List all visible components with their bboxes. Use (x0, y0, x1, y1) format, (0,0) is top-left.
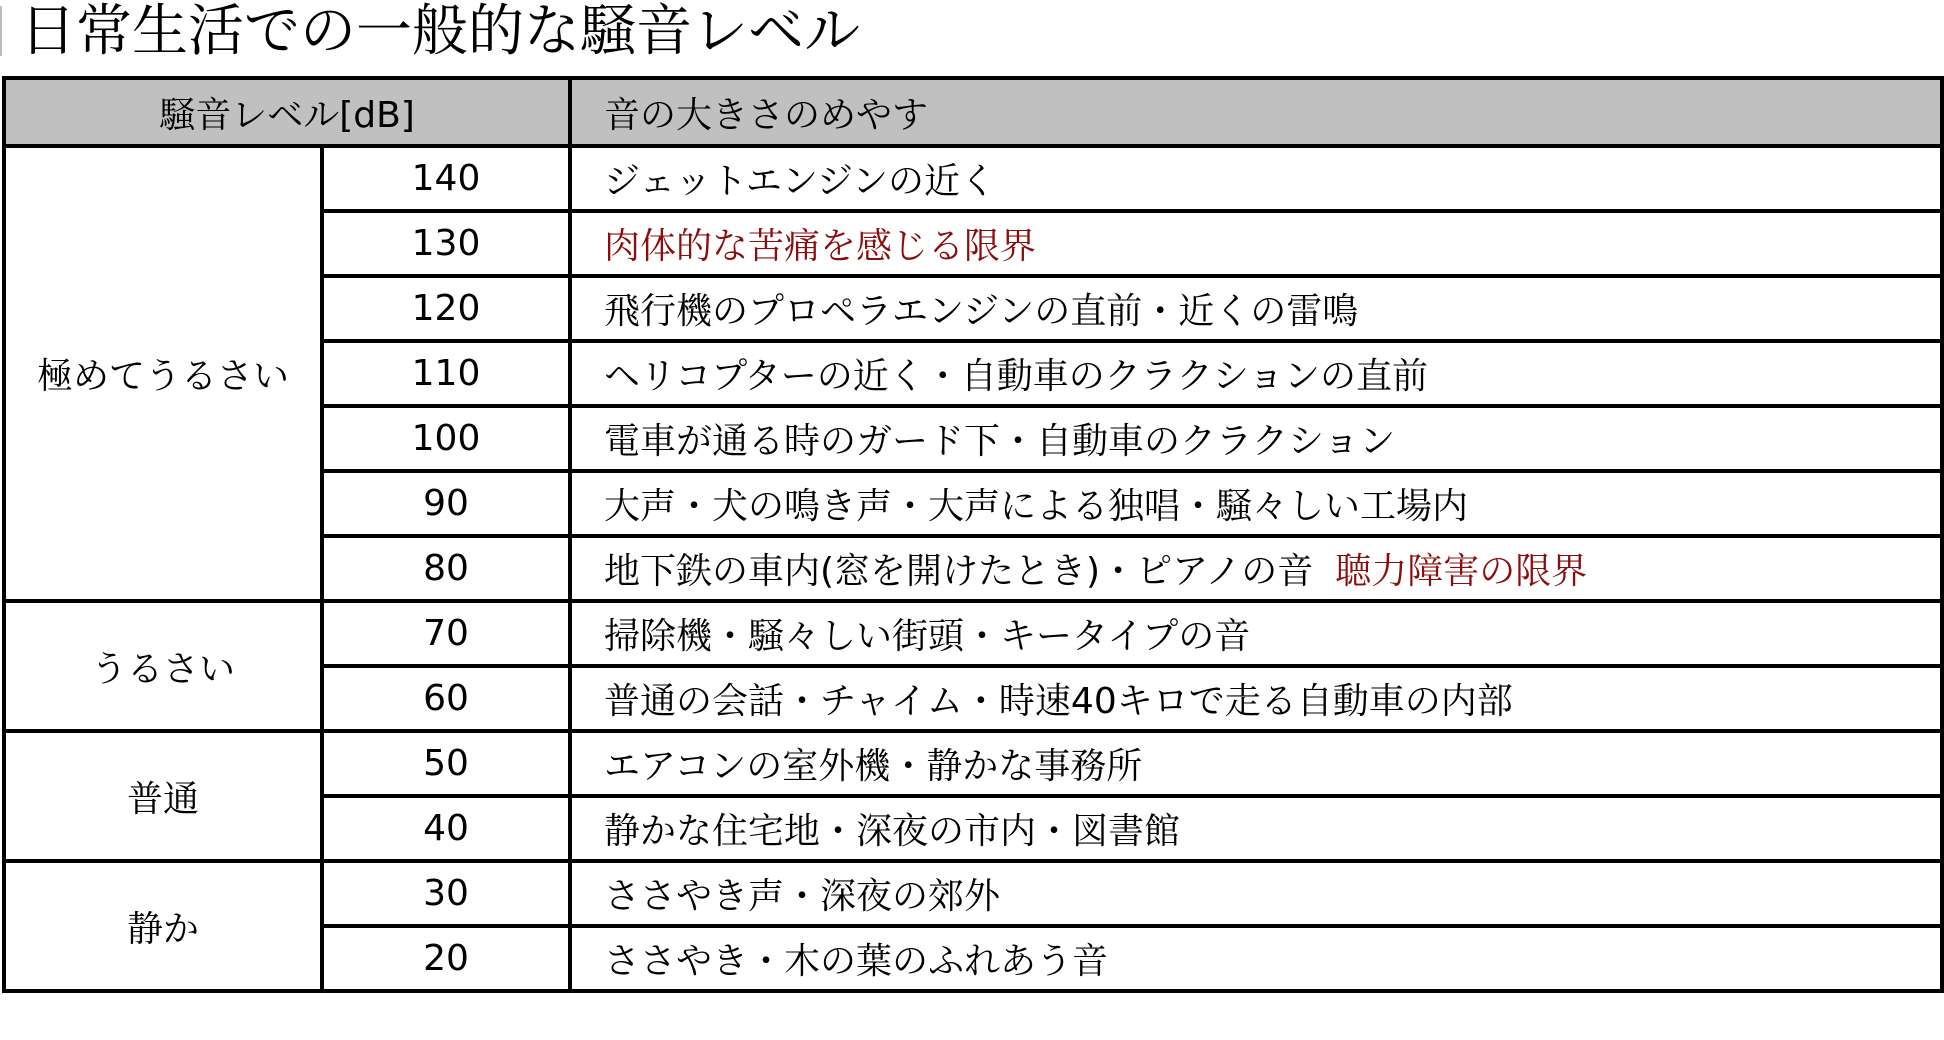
db-value: 100 (322, 406, 570, 471)
description-text: 飛行機のプロペラエンジンの直前・近くの雷鳴 (604, 291, 1359, 332)
description-text: ジェットエンジンの近く (604, 161, 997, 202)
description-text: エアコンの室外機・静かな事務所 (604, 746, 1143, 787)
table-row (4, 146, 1942, 211)
db-value: 80 (322, 536, 570, 601)
db-value: 50 (322, 731, 570, 796)
description-cell (570, 146, 1942, 211)
category-normal: 普通 (4, 731, 322, 861)
description-cell (570, 796, 1942, 861)
description-text: 掃除機・騒々しい街頭・キータイプの音 (604, 616, 1251, 657)
pain-threshold-text: 肉体的な苦痛を感じる限界 (604, 226, 1037, 267)
db-value: 120 (322, 276, 570, 341)
description-cell (570, 536, 1942, 601)
description-cell (570, 341, 1942, 406)
description-cell (570, 861, 1942, 926)
title-accent-bar (0, 6, 2, 56)
db-value: 110 (322, 341, 570, 406)
description-text: 大声・犬の鳴き声・大声による独唱・騒々しい工場内 (604, 486, 1469, 527)
description-cell (570, 211, 1942, 276)
category-quiet: 静か (4, 861, 322, 991)
db-value: 60 (322, 666, 570, 731)
description-text: 普通の会話・チャイム・時速40キロで走る自動車の内部 (604, 681, 1513, 722)
table-header-row (4, 78, 1942, 146)
category-loud: うるさい (4, 601, 322, 731)
header-noise-level: 騒音レベル[dB] (4, 78, 570, 146)
category-extremely-loud: 極めてうるさい (4, 146, 322, 601)
description-text: 静かな住宅地・深夜の市内・図書館 (604, 811, 1181, 852)
table-row (4, 861, 1942, 926)
db-value: 20 (322, 926, 570, 991)
noise-level-table (2, 76, 1944, 993)
description-cell (570, 926, 1942, 991)
db-value: 70 (322, 601, 570, 666)
description-text: ささやき声・深夜の郊外 (604, 876, 1001, 917)
description-text: ささやき・木の葉のふれあう音 (604, 941, 1109, 982)
hearing-damage-note: 聴力障害の限界 (1335, 551, 1588, 592)
page-title: 日常生活での一般的な騒音レベル (20, 0, 860, 64)
description-cell (570, 601, 1942, 666)
description-text: 電車が通る時のガード下・自動車のクラクション (604, 421, 1396, 462)
table-row (4, 731, 1942, 796)
description-cell (570, 731, 1942, 796)
description-text: 地下鉄の車内(窓を開けたとき)・ピアノの音 (604, 551, 1314, 592)
db-value: 40 (322, 796, 570, 861)
db-value: 130 (322, 211, 570, 276)
header-loudness-guide: 音の大きさのめやす (570, 78, 1942, 146)
db-value: 30 (322, 861, 570, 926)
description-cell (570, 666, 1942, 731)
description-cell (570, 276, 1942, 341)
description-text: ヘリコプターの近く・自動車のクラクションの直前 (604, 356, 1429, 397)
table-row (4, 601, 1942, 666)
description-cell (570, 471, 1942, 536)
db-value: 90 (322, 471, 570, 536)
description-cell (570, 406, 1942, 471)
db-value: 140 (322, 146, 570, 211)
